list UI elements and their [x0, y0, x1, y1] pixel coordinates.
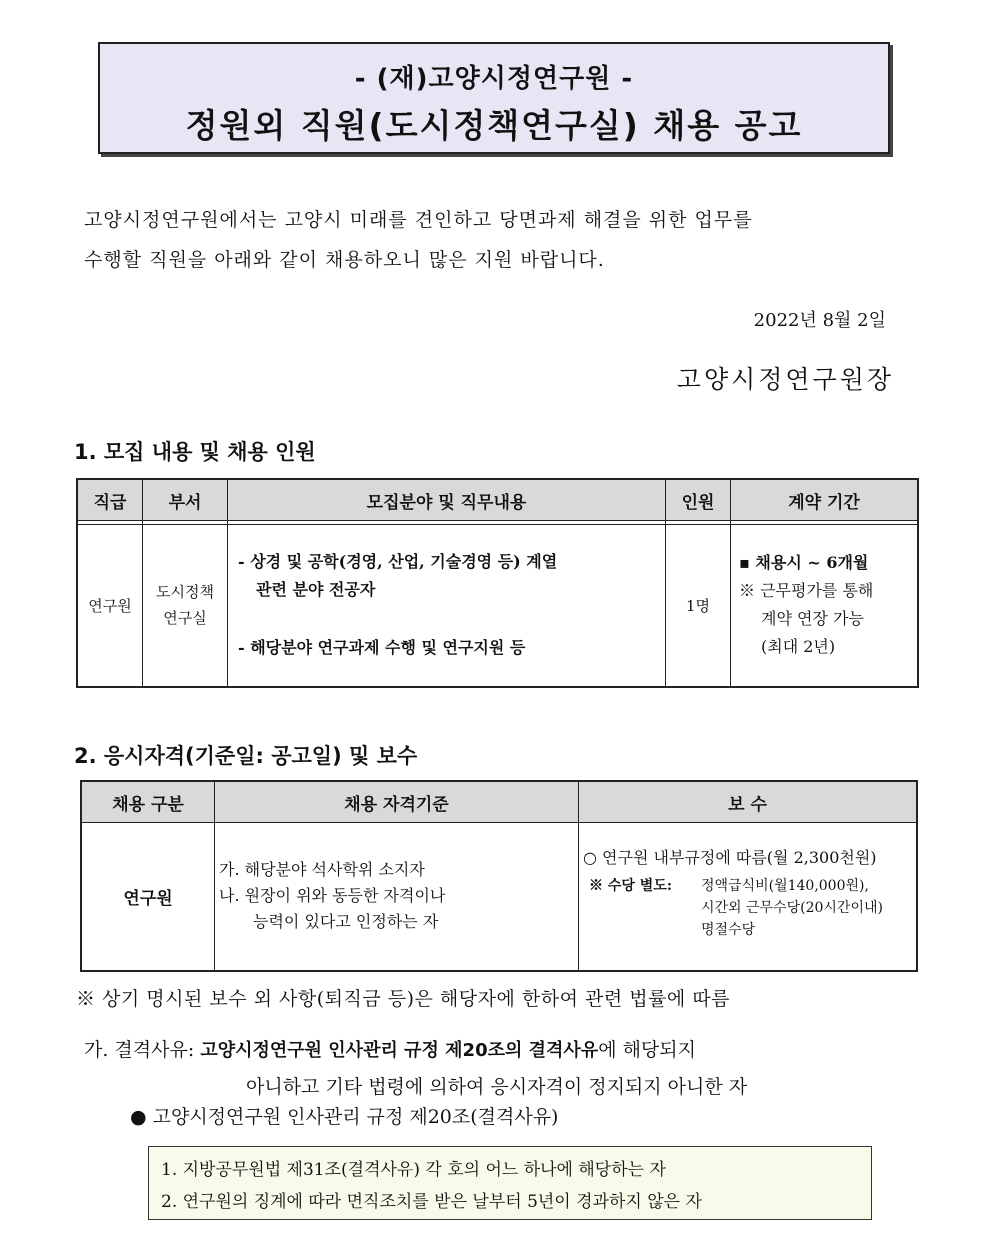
- recruitment-table: [76, 478, 919, 688]
- duty-2: - 해당분야 연구과제 수행 및 연구지원 등: [238, 638, 526, 658]
- dept-line-1: 도시정책: [156, 583, 214, 602]
- table-row: [77, 525, 918, 687]
- qualification-cell: [215, 823, 579, 971]
- disq-prefix: 가. 결격사유:: [84, 1039, 195, 1061]
- duty-cell: [228, 525, 666, 687]
- duty-1-line-2: 관련 분야 전공자: [256, 580, 376, 600]
- contract-line-4: (최대 2년): [761, 637, 836, 657]
- pay-main: ○ 연구원 내부규정에 따름(월 2,300천원): [583, 848, 877, 867]
- intro-line-1: 고양시정연구원에서는 고양시 미래를 견인하고 당면과제 해결을 위한 업무를: [84, 209, 753, 231]
- contract-line-2: ※ 근무평가를 통해: [739, 581, 874, 601]
- signer: 고양시정연구원장: [676, 365, 894, 394]
- announcement-date: 2022년 8월 2일: [753, 310, 886, 331]
- org-line: - (재)고양시정연구원 -: [354, 64, 634, 94]
- qual-1: 가. 해당분야 석사학위 소지자: [219, 860, 425, 880]
- table-row: [81, 823, 917, 971]
- allowance-line-3: 명절수당: [701, 922, 756, 938]
- col-qualification: 채용 자격기준: [215, 781, 579, 823]
- col-headcount: 인원: [666, 479, 731, 521]
- col-rank: 직급: [77, 479, 143, 521]
- qualification-table: [80, 780, 918, 972]
- allowance-line-1: 정액급식비(월140,000원),: [701, 878, 869, 894]
- regulation-box: [148, 1146, 872, 1220]
- disqualification: [84, 1032, 924, 1105]
- qual-2-line-1: 나. 원장이 위와 동등한 자격이나: [219, 886, 446, 906]
- section1-heading: 1. 모집 내용 및 채용 인원: [74, 440, 316, 464]
- regulation-item-2: 2. 연구원의 징계에 따라 면직조치를 받은 날부터 5년이 경과하지 않은 자: [161, 1192, 702, 1212]
- pay-note: ※ 상기 명시된 보수 외 사항(퇴직금 등)은 해당자에 한하여 관련 법률에 따름: [76, 988, 731, 1010]
- contract-cell: [731, 525, 919, 687]
- dept-line-2: 연구실: [163, 609, 207, 628]
- intro-paragraph: [84, 200, 924, 280]
- title-box: [98, 42, 890, 154]
- allowance-line-2: 시간외 근무수당(20시간이내): [701, 900, 883, 916]
- regulation-bullet: ● 고양시정연구원 인사관리 규정 제20조(결격사유): [130, 1106, 559, 1128]
- allowance-label: ※ 수당 별도:: [589, 878, 673, 894]
- col-contract: 계약 기간: [731, 479, 919, 521]
- disq-rest: 에 해당되지: [598, 1039, 696, 1061]
- dept-cell: [143, 525, 228, 687]
- duty-1-line-1: - 상경 및 공학(경영, 산업, 기술경영 등) 계열: [238, 552, 558, 572]
- col-dept: 부서: [143, 479, 228, 521]
- section2-heading: 2. 응시자격(기준일: 공고일) 및 보수: [74, 744, 418, 768]
- col-duty: 모집분야 및 직무내용: [228, 479, 666, 521]
- intro-line-2: 수행할 직원을 아래와 같이 채용하오니 많은 지원 바랍니다.: [84, 249, 605, 271]
- pay-cell: [579, 823, 918, 971]
- rank-cell: 연구원: [77, 525, 143, 687]
- col-category: 채용 구분: [81, 781, 215, 823]
- headcount-cell: 1명: [666, 525, 731, 687]
- regulation-item-1: 1. 지방공무원법 제31조(결격사유) 각 호의 어느 하나에 해당하는 자: [161, 1160, 666, 1180]
- contract-line-3: 계약 연장 가능: [761, 609, 864, 629]
- col-pay: 보 수: [579, 781, 918, 823]
- table-header-row: [81, 781, 917, 823]
- qual-2-line-2: 능력이 있다고 인정하는 자: [253, 912, 439, 932]
- table-header-row: [77, 479, 918, 521]
- category-cell: 연구원: [81, 823, 215, 971]
- page-title: 정원외 직원(도시정책연구실) 채용 공고: [185, 106, 803, 145]
- contract-line-1: ▪ 채용시 ~ 6개월: [739, 553, 869, 573]
- disq-line-2: 아니하고 기타 법령에 의하여 응시자격이 정지되지 아니한 자: [246, 1076, 748, 1098]
- disq-bold: 고양시정연구원 인사관리 규정 제20조의 결격사유: [200, 1040, 599, 1061]
